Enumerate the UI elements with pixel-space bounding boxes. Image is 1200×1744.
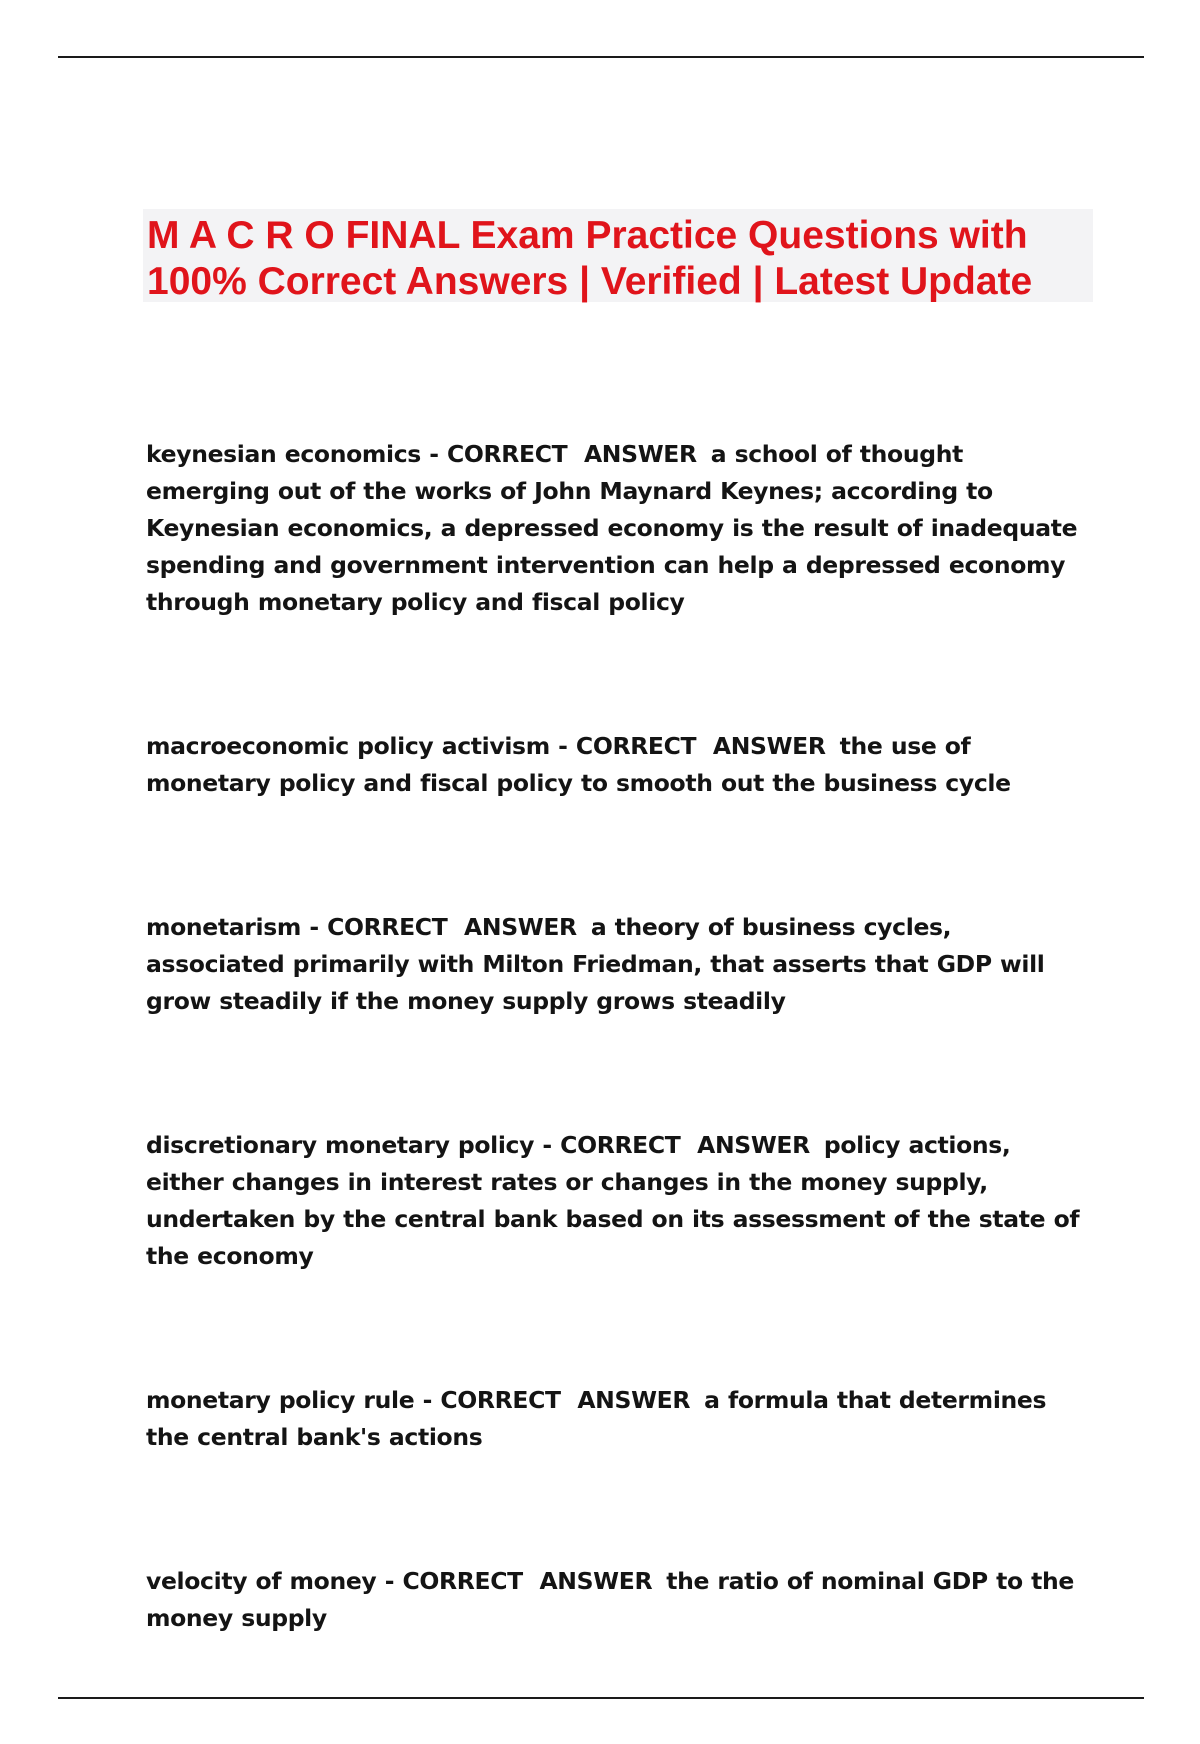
entry-definition: a formula that determines the central bank's actions [146,1386,1047,1451]
answer-marker: CORRECT ANSWER [560,1131,810,1159]
entry-term: macroeconomic policy activism [146,732,550,760]
document-title [143,209,1093,302]
entry-term: keynesian economics [146,440,421,468]
entry-separator: - [414,1386,441,1414]
top-divider [58,56,1144,58]
bottom-divider [58,1697,1144,1699]
answer-marker: CORRECT ANSWER [575,732,826,760]
entry-term: discretionary monetary policy [146,1131,535,1159]
flashcard-entry [146,1127,1092,1275]
entry-definition: the ratio of nominal GDP to the money supply [146,1567,1074,1632]
entry-term: monetarism [146,913,302,941]
answer-marker: CORRECT ANSWER [402,1567,653,1595]
flashcard-entry [146,1563,1092,1637]
entry-definition: a school of thought emerging out of the works of John Maynard Keynes; according to Keynesian economics, a depressed economy is the result of inadequate spending and government intervention can help a depressed economy through monetary policy and fiscal policy [146,440,1078,616]
entry-separator: - [534,1131,561,1159]
entry-definition: policy actions, either changes in interest rates or changes in the money supply, undertaken by the central bank based on its assessment of the state of the economy [146,1131,1080,1270]
entry-separator: - [420,440,448,468]
flashcard-entry [146,1382,1092,1456]
entry-term: monetary policy rule [146,1386,415,1414]
entry-term: velocity of money [146,1567,377,1595]
answer-marker: CORRECT ANSWER [440,1386,691,1414]
title-line-2: 100% Correct Answers | Verified | Latest Update [147,260,1033,303]
flashcard-entry [146,909,1092,1020]
flashcard-list [146,436,1092,1744]
entry-definition: a theory of business cycles, associated primarily with Milton Friedman, that asserts that GDP will grow steadily if the money supply grows steadily [146,913,1045,1015]
answer-marker: CORRECT ANSWER [447,440,697,468]
flashcard-entry [146,728,1092,802]
entry-separator: - [376,1567,403,1595]
flashcard-entry [146,436,1092,621]
answer-marker: CORRECT ANSWER [327,913,577,941]
title-line-1: M A C R O FINAL Exam Practice Questions with [147,214,1028,257]
entry-definition: the use of monetary policy and fiscal policy to smooth out the business cycle [146,732,1011,797]
entry-separator: - [549,732,576,760]
entry-separator: - [301,913,328,941]
